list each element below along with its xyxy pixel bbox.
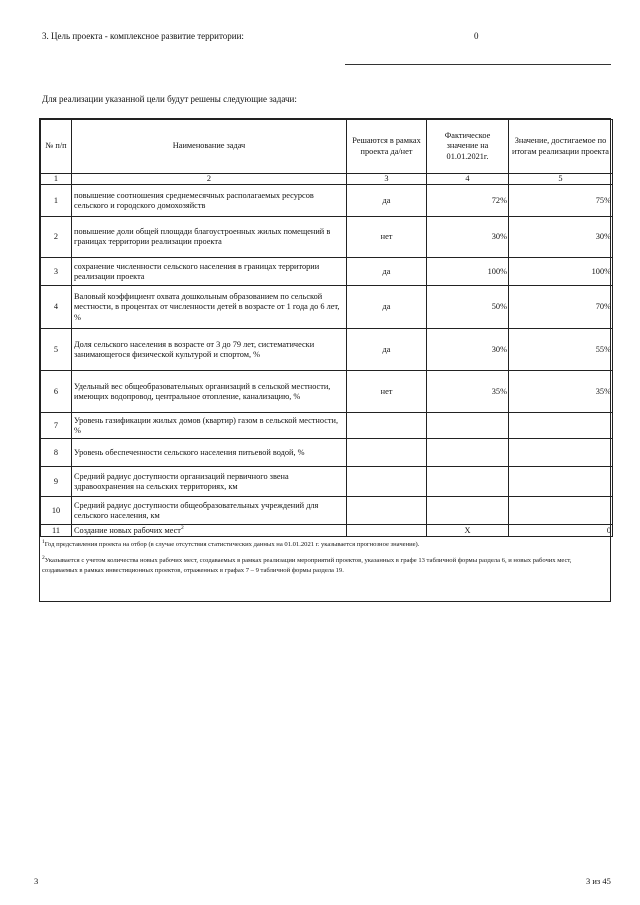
row-number: 10 <box>41 497 72 525</box>
row-task: Уровень обеспеченности сельского населения питьевой водой, % <box>72 439 347 467</box>
row-target <box>509 439 613 467</box>
row-solve: да <box>347 286 427 329</box>
row-number: 4 <box>41 286 72 329</box>
row-number: 6 <box>41 371 72 413</box>
table-row <box>41 258 613 286</box>
tasks-table <box>40 119 613 537</box>
header-target: Значение, достигаемое по итогам реализации проекта <box>509 120 613 174</box>
row-solve <box>347 413 427 439</box>
table-row <box>41 525 613 537</box>
row-fact <box>427 497 509 525</box>
row-solve: да <box>347 258 427 286</box>
row-solve <box>347 525 427 537</box>
row-target <box>509 413 613 439</box>
row-task: сохранение численности сельского населения в границах территории реализации проекта <box>72 258 347 286</box>
footnote-mark: 1 <box>42 539 45 546</box>
footnote-2-text: Указывается с учетом количества новых рабочих мест, создаваемых в рамках реализации мероприятий проектов, указанных в графе 13 табличной формы раздела 6, и новых рабочих мест, создаваемых в рамках инвестиционных проектов, отраженных в графах 7 – 9 табличной формы раздела 19. <box>42 557 572 575</box>
row-solve: да <box>347 329 427 371</box>
row-number: 3 <box>41 258 72 286</box>
tasks-intro: Для реализации указанной цели будут решены следующие задачи: <box>42 94 297 104</box>
row-fact <box>427 467 509 497</box>
row-task <box>72 525 347 537</box>
table-row <box>41 286 613 329</box>
row-solve: нет <box>347 217 427 258</box>
table-header-row <box>41 120 613 174</box>
row-task: повышение соотношения среднемесячных располагаемых ресурсов сельского и городского домохозяйств <box>72 185 347 217</box>
table-row <box>41 467 613 497</box>
footnote-mark: 2 <box>42 555 45 562</box>
header-fact: Фактическое значение на 01.01.2021г. <box>427 120 509 174</box>
row-number: 2 <box>41 217 72 258</box>
table-row <box>41 413 613 439</box>
footnote-mark: 2 <box>180 524 184 531</box>
row-number: 7 <box>41 413 72 439</box>
footnote-1 <box>42 540 608 550</box>
row-task: Доля сельского населения в возрасте от 3 до 79 лет, систематически занимающегося физической культурой и спортом, % <box>72 329 347 371</box>
row-fact: X <box>427 525 509 537</box>
index-cell: 5 <box>509 174 613 185</box>
index-cell: 1 <box>41 174 72 185</box>
goal-label: 3. Цель проекта - комплексное развитие территории: <box>42 31 244 41</box>
row-target: 75% <box>509 185 613 217</box>
index-cell: 2 <box>72 174 347 185</box>
row-target: 55% <box>509 329 613 371</box>
page-counter: 3 из 45 <box>586 876 611 886</box>
row-task: Уровень газификации жилых домов (квартир) газом в сельской местности, % <box>72 413 347 439</box>
row-fact: 50% <box>427 286 509 329</box>
row-solve <box>347 439 427 467</box>
index-cell: 4 <box>427 174 509 185</box>
page-number-left: 3 <box>34 876 39 886</box>
row-fact: 72% <box>427 185 509 217</box>
row-target <box>509 467 613 497</box>
table-row <box>41 217 613 258</box>
row-fact: 30% <box>427 329 509 371</box>
row-task: Средний радиус доступности организаций первичного звена здравоохранения на сельских территориях, км <box>72 467 347 497</box>
row-task-text: Создание новых рабочих мест <box>74 525 181 535</box>
row-solve: да <box>347 185 427 217</box>
row-fact <box>427 439 509 467</box>
row-number: 1 <box>41 185 72 217</box>
row-fact: 100% <box>427 258 509 286</box>
header-task: Наименование задач <box>72 120 347 174</box>
table-row <box>41 185 613 217</box>
footnote-2 <box>42 556 608 576</box>
row-task: повышение доли общей площади благоустроенных жилых помещений в границах территории реализации проекта <box>72 217 347 258</box>
goal-value: 0 <box>474 31 479 41</box>
row-task: Валовый коэффициент охвата дошкольным образованием по сельской местности, в процентах от численности детей в возрасте от 1 года до 6 лет, % <box>72 286 347 329</box>
row-task: Средний радиус доступности общеобразовательных учреждений для сельского населения, км <box>72 497 347 525</box>
table-row <box>41 329 613 371</box>
row-target: 35% <box>509 371 613 413</box>
goal-underline <box>345 64 611 65</box>
header-solve: Решаются в рамках проекта да/нет <box>347 120 427 174</box>
row-fact <box>427 413 509 439</box>
row-target: 30% <box>509 217 613 258</box>
row-solve <box>347 497 427 525</box>
row-target: 70% <box>509 286 613 329</box>
row-number: 8 <box>41 439 72 467</box>
footnote-1-text: Год представления проекта на отбор (в случае отсутствия статистических данных на 01.01.2021 г. указывается прогнозное значение). <box>44 541 420 549</box>
table-row <box>41 439 613 467</box>
row-fact: 35% <box>427 371 509 413</box>
row-target: 0 <box>509 525 613 537</box>
header-num: № п/п <box>41 120 72 174</box>
table-row <box>41 497 613 525</box>
footnotes <box>40 537 610 576</box>
row-number: 5 <box>41 329 72 371</box>
index-cell: 3 <box>347 174 427 185</box>
row-fact: 30% <box>427 217 509 258</box>
tasks-frame <box>39 118 611 602</box>
row-target <box>509 497 613 525</box>
row-solve: нет <box>347 371 427 413</box>
row-number: 11 <box>41 525 72 537</box>
row-solve <box>347 467 427 497</box>
table-row <box>41 371 613 413</box>
row-number: 9 <box>41 467 72 497</box>
row-task: Удельный вес общеобразовательных организаций в сельской местности, имеющих водопровод, центральное отопление, канализацию, % <box>72 371 347 413</box>
row-target: 100% <box>509 258 613 286</box>
table-index-row <box>41 174 613 185</box>
